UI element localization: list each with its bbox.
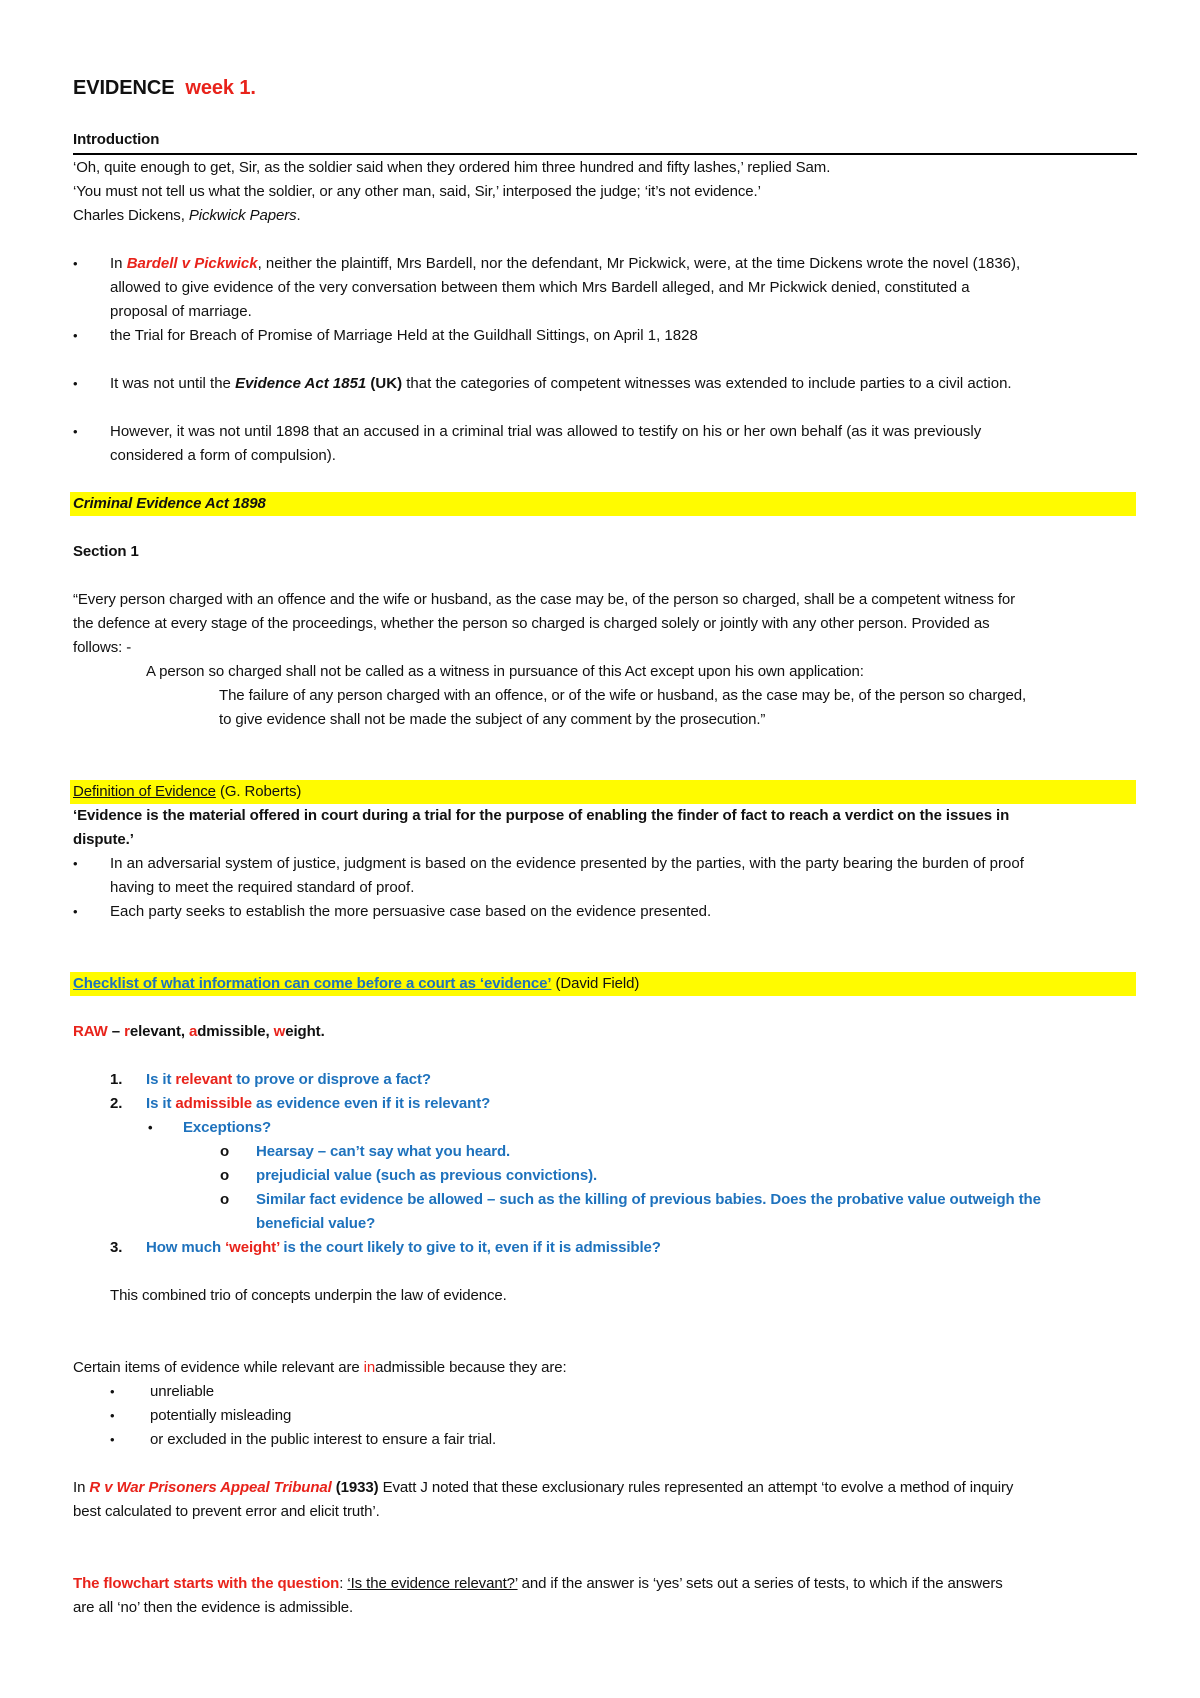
intro-heading: Introduction bbox=[73, 131, 160, 148]
trio-text: This combined trio of concepts underpin the law of evidence. bbox=[110, 1287, 507, 1304]
bullet-icon: • bbox=[148, 1120, 153, 1135]
definition-heading: Definition of Evidence (G. Roberts) bbox=[73, 783, 302, 800]
cea-line-1: “Every person charged with an offence and the wife or husband, as the case may be, of the person so charged, shall be a competent witness for bbox=[73, 591, 1016, 608]
cea-line-6: to give evidence shall not be made the subject of any comment by the prosecution.” bbox=[219, 711, 766, 728]
intro-bullet-1-line-3: proposal of marriage. bbox=[110, 303, 252, 320]
cea-heading: Criminal Evidence Act 1898 bbox=[73, 495, 266, 512]
intro-quote-2: ‘You must not tell us what the soldier, or any other man, said, Sir,’ interposed the judge; ‘it’s not evidence.’ bbox=[73, 183, 761, 200]
flowchart-line-2: are all ‘no’ then the evidence is admissible. bbox=[73, 1599, 354, 1616]
title-week: week 1. bbox=[185, 77, 256, 99]
question-relevant: Is it relevant to prove or disprove a fact? bbox=[146, 1071, 431, 1088]
list-number: 3. bbox=[110, 1239, 123, 1256]
page-title bbox=[73, 76, 256, 100]
sub-bullet-icon: o bbox=[220, 1167, 230, 1184]
exception-similar-fact-line-2: beneficial value? bbox=[256, 1215, 376, 1232]
bullet-icon: • bbox=[73, 424, 78, 439]
question-admissible: Is it admissible as evidence even if it is relevant? bbox=[146, 1095, 491, 1112]
bullet-icon: • bbox=[73, 328, 78, 343]
list-number: 2. bbox=[110, 1095, 123, 1112]
exception-similar-fact: Similar fact evidence be allowed – such as the killing of previous babies. Does the probative value outweigh the bbox=[256, 1191, 1041, 1208]
list-item: unreliable bbox=[150, 1383, 215, 1400]
heading-rule bbox=[73, 153, 1137, 155]
raw-line: RAW – relevant, admissible, weight. bbox=[73, 1023, 325, 1040]
intro-bullet-1: In Bardell v Pickwick, neither the plaintiff, Mrs Bardell, nor the defendant, Mr Pickwick, were, at the time Dickens wrote the novel (1836), bbox=[110, 255, 1021, 272]
section-heading: Section 1 bbox=[73, 543, 139, 560]
intro-bullet-2: the Trial for Breach of Promise of Marriage Held at the Guildhall Sittings, on April 1, 1828 bbox=[110, 327, 698, 344]
bullet-icon: • bbox=[73, 856, 78, 871]
intro-bullet-4-line-2: considered a form of compulsion). bbox=[110, 447, 336, 464]
bullet-icon: • bbox=[73, 376, 78, 391]
checklist-heading: Checklist of what information can come before a court as ‘evidence’ (David Field) bbox=[73, 975, 640, 992]
cea-line-5: The failure of any person charged with an offence, or of the wife or husband, as the case may be, of the person so charged, bbox=[219, 687, 1027, 704]
list-item: or excluded in the public interest to ensure a fair trial. bbox=[150, 1431, 497, 1448]
definition-bullet-1-line-2: having to meet the required standard of proof. bbox=[110, 879, 415, 896]
intro-quote-1: ‘Oh, quite enough to get, Sir, as the soldier said when they ordered him three hundred and fifty lashes,’ replied Sam. bbox=[73, 159, 831, 176]
bullet-icon: • bbox=[110, 1432, 115, 1447]
intro-source: Charles Dickens, Pickwick Papers. bbox=[73, 207, 301, 224]
intro-bullet-1-line-2: allowed to give evidence of the very conversation between them which Mrs Bardell alleged, and Mr Pickwick denied, constituted a bbox=[110, 279, 970, 296]
definition-quote: ‘Evidence is the material offered in court during a trial for the purpose of enabling the finder of fact to reach a verdict on the issues in bbox=[73, 807, 1010, 824]
cea-line-2: the defence at every stage of the proceedings, whether the person so charged is charged solely or jointly with any other person. Provided as bbox=[73, 615, 990, 632]
bullet-icon: • bbox=[110, 1384, 115, 1399]
definition-bullet-2: Each party seeks to establish the more persuasive case based on the evidence presented. bbox=[110, 903, 712, 920]
definition-bullet-1: In an adversarial system of justice, judgment is based on the evidence presented by the parties, with the party bearing the burden of proof bbox=[110, 855, 1024, 872]
list-item: potentially misleading bbox=[150, 1407, 292, 1424]
bullet-icon: • bbox=[73, 904, 78, 919]
question-weight: How much ‘weight’ is the court likely to give to it, even if it is admissible? bbox=[146, 1239, 661, 1256]
intro-bullet-3: It was not until the Evidence Act 1851 (UK) that the categories of competent witnesses was extended to include parties to a civil action. bbox=[110, 375, 1012, 392]
sub-bullet-icon: o bbox=[220, 1143, 230, 1160]
definition-quote-line-2: dispute.’ bbox=[73, 831, 134, 848]
exceptions-label: Exceptions? bbox=[183, 1119, 272, 1136]
sub-bullet-icon: o bbox=[220, 1191, 230, 1208]
title-main: EVIDENCE bbox=[73, 77, 175, 99]
intro-bullet-4: However, it was not until 1898 that an accused in a criminal trial was allowed to testify on his or her own behalf (as it was previously bbox=[110, 423, 982, 440]
war-prisoners-line-2: best calculated to prevent error and elicit truth’. bbox=[73, 1503, 380, 1520]
inadmissible-intro: Certain items of evidence while relevant are inadmissible because they are: bbox=[73, 1359, 567, 1376]
bullet-icon: • bbox=[73, 256, 78, 271]
cea-line-4: A person so charged shall not be called as a witness in pursuance of this Act except upon his own application: bbox=[146, 663, 864, 680]
exception-hearsay: Hearsay – can’t say what you heard. bbox=[256, 1143, 511, 1160]
war-prisoners-line-1: In R v War Prisoners Appeal Tribunal (1933) Evatt J noted that these exclusionary rules represented an attempt ‘to evolve a method of inquiry bbox=[73, 1479, 1014, 1496]
bullet-icon: • bbox=[110, 1408, 115, 1423]
flowchart-line-1: The flowchart starts with the question: ‘Is the evidence relevant?’ and if the answer is ‘yes’ sets out a series of tests, to which if the answers bbox=[73, 1575, 1003, 1592]
cea-line-3: follows: - bbox=[73, 639, 132, 656]
exception-prejudicial: prejudicial value (such as previous convictions). bbox=[256, 1167, 598, 1184]
list-number: 1. bbox=[110, 1071, 123, 1088]
